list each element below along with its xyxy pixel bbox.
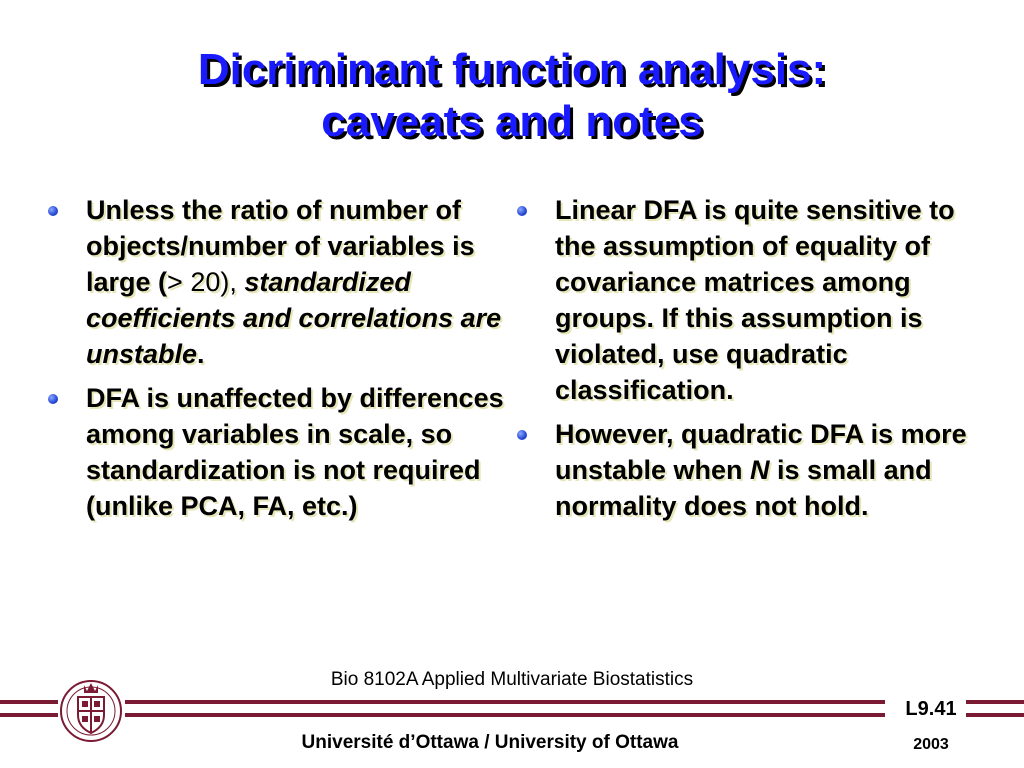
footer-rule xyxy=(966,713,1024,717)
bullet-item xyxy=(517,416,967,524)
bullet-text-part2: is small and normality does not hold. xyxy=(555,455,932,521)
title-line-1: Dicriminant function analysis: xyxy=(197,45,827,94)
bullet-dot-icon xyxy=(48,206,58,216)
footer-rule xyxy=(0,700,58,704)
bullet-dot-icon xyxy=(517,430,527,440)
bullet-dot-icon xyxy=(517,206,527,216)
left-column xyxy=(48,192,508,532)
bullet-text-italic: N xyxy=(750,455,770,485)
footer-university: Université d’Ottawa / University of Ottawa xyxy=(301,732,679,753)
bullet-text-part1: However, quadratic DFA is more unstable when xyxy=(555,419,967,485)
footer-rule xyxy=(125,700,885,704)
bullet-item xyxy=(48,380,508,524)
footer-year: 2003 xyxy=(913,736,949,753)
bullet-text-part1: Unless the ratio of number of objects/number of variables is large ( xyxy=(86,195,475,297)
title-line-2: caveats and notes xyxy=(321,97,703,146)
right-column xyxy=(517,192,967,532)
bullet-text: DFA is unaffected by differences among variables in scale, so standardization is not required (unlike PCA, FA, etc.) xyxy=(86,383,504,521)
footer-rule xyxy=(966,700,1024,704)
slide-title xyxy=(0,44,1024,148)
bullet-item xyxy=(48,192,508,372)
footer-rule xyxy=(0,713,58,717)
bullet-text-part2: 20), xyxy=(182,267,237,297)
bullet-text-gt: > xyxy=(167,267,183,297)
bullet-dot-icon xyxy=(48,394,58,404)
page-number: L9.41 xyxy=(905,698,957,720)
bullet-text-end: . xyxy=(197,339,205,369)
footer-course-title: Bio 8102A Applied Multivariate Biostatistics xyxy=(330,669,694,690)
bullet-item xyxy=(517,192,967,408)
footer-rule xyxy=(125,713,885,717)
bullet-text: Linear DFA is quite sensitive to the assumption of equality of covariance matrices among groups. If this assumption is violated, use quadratic classification. xyxy=(555,195,955,405)
bullet-text-italic: standardized coefficients and correlations are unstable xyxy=(86,267,502,369)
